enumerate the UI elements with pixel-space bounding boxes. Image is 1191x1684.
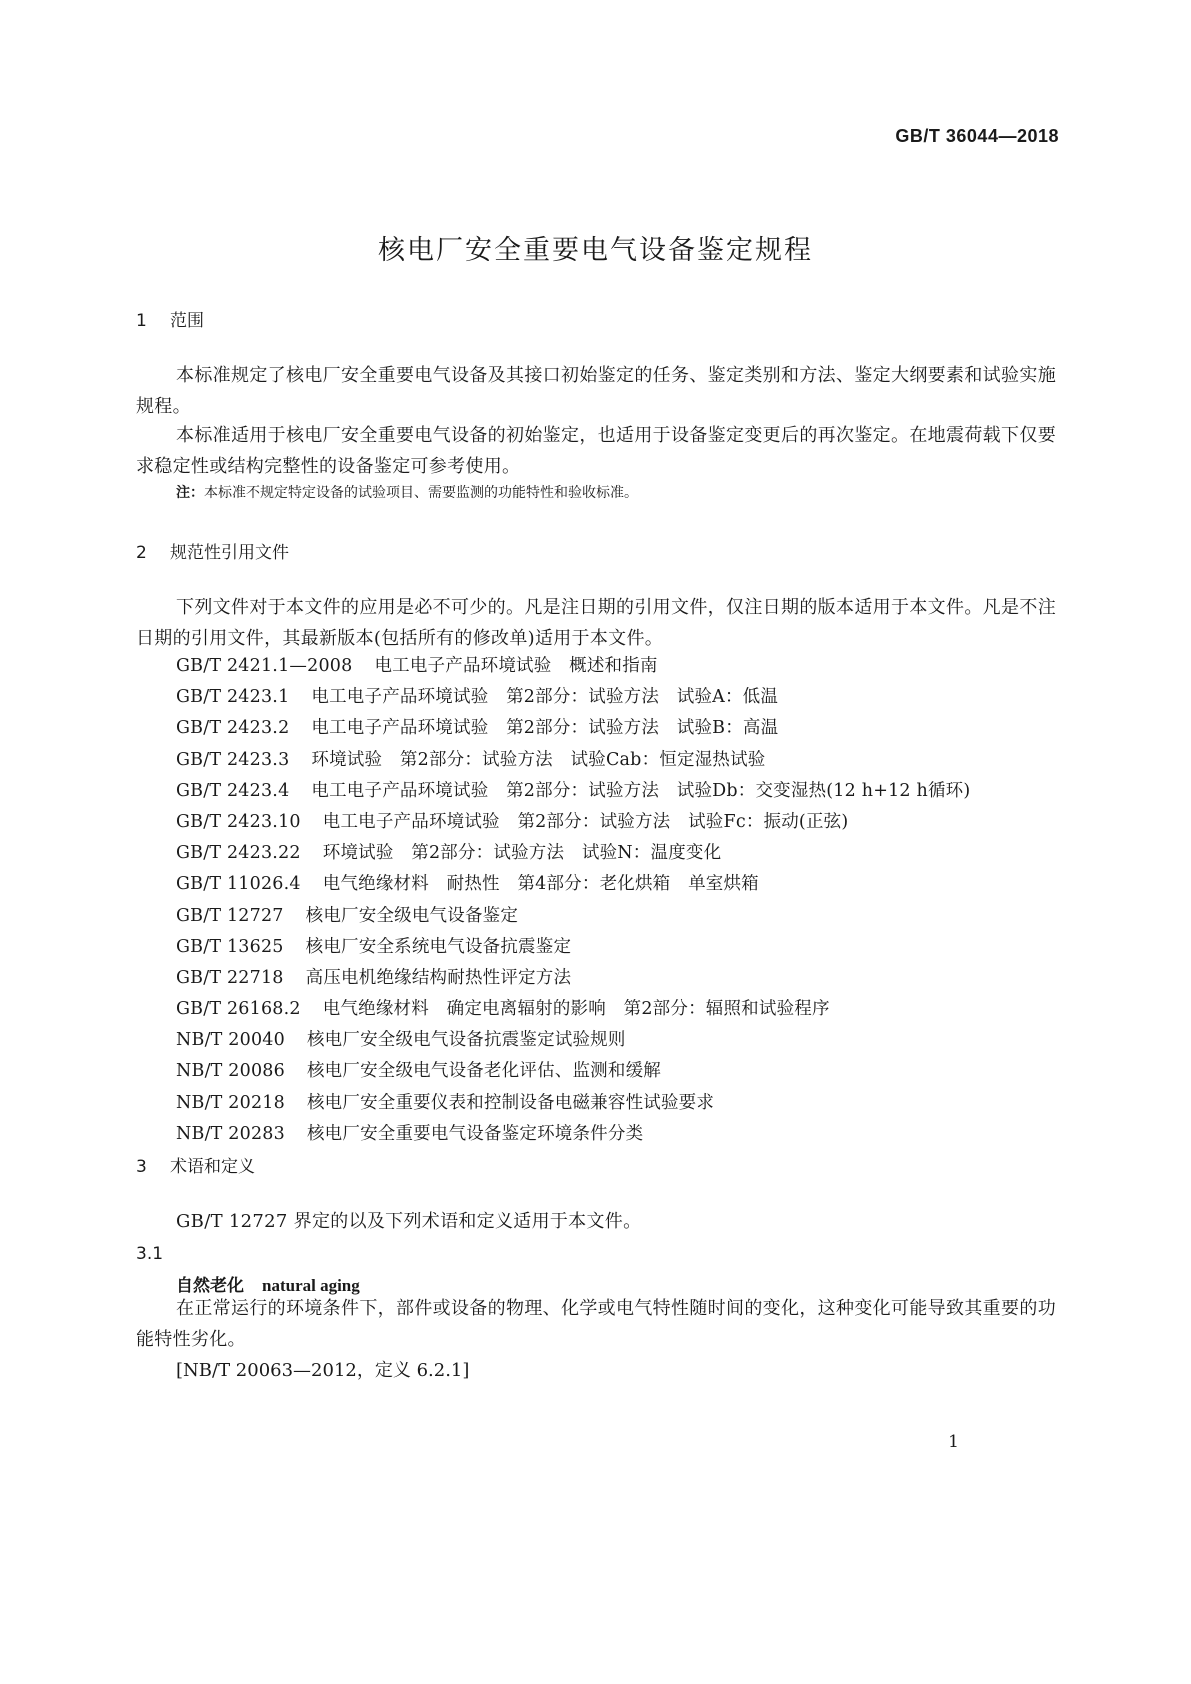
term-number: 3.1 (136, 1244, 164, 1264)
section-title: 术语和定义 (170, 1157, 255, 1177)
reference-title: 环境试验 第2部分：试验方法 试验N：温度变化 (322, 843, 722, 864)
reference-code: GB/T 2423.4 (176, 780, 290, 801)
reference-code: NB/T 20040 (176, 1030, 285, 1051)
section-1-paragraph-2: 本标准适用于核电厂安全重要电气设备的初始鉴定，也适用于设备鉴定变更后的再次鉴定。在地震荷载下仅要求稳定性或结构完整性的设备鉴定可参考使用。 (136, 425, 1056, 477)
reference-item (176, 1025, 1076, 1056)
reference-item (176, 682, 1076, 713)
reference-title: 高压电机绝缘结构耐热性评定方法 (305, 967, 572, 988)
section-1-heading (136, 306, 204, 331)
reference-item (176, 1056, 1076, 1087)
section-number: 2 (136, 543, 147, 563)
term-name-en: natural aging (262, 1276, 360, 1295)
reference-code: NB/T 20283 (176, 1123, 285, 1144)
note-text: 本标准不规定特定设备的试验项目、需要监测的功能特性和验收标准。 (204, 485, 638, 501)
reference-code: GB/T 2423.10 (176, 811, 301, 832)
reference-item (176, 651, 1076, 682)
reference-item (176, 994, 1076, 1025)
reference-title: 核电厂安全系统电气设备抗震鉴定 (305, 936, 572, 957)
reference-code: GB/T 2423.3 (176, 749, 290, 770)
reference-title: 电工电子产品环境试验 第2部分：试验方法 试验A：低温 (311, 687, 779, 708)
section-3-heading (136, 1152, 255, 1177)
reference-code: GB/T 12727 (176, 905, 284, 926)
reference-title: 核电厂安全级电气设备老化评估、监测和缓解 (306, 1061, 661, 1082)
reference-item (176, 776, 1076, 807)
reference-item (176, 932, 1076, 963)
standard-code: GB/T 36044—2018 (895, 126, 1059, 146)
reference-code: GB/T 2423.2 (176, 718, 290, 739)
term-source: [NB/T 20063—2012，定义 6.2.1] (176, 1360, 470, 1381)
term-definition: 在正常运行的环境条件下，部件或设备的物理、化学或电气特性随时间的变化，这种变化可能导致其重要的功能特性劣化。 (136, 1298, 1056, 1350)
reference-title: 电气绝缘材料 耐热性 第4部分：老化烘箱 单室烘箱 (322, 874, 759, 895)
reference-item (176, 713, 1076, 744)
reference-title: 电工电子产品环境试验 第2部分：试验方法 试验Db：交变湿热(12 h+12 h循环) (311, 780, 971, 801)
section-1-note (176, 481, 1056, 505)
page-number: 1 (948, 1432, 959, 1452)
reference-code: NB/T 20086 (176, 1061, 285, 1082)
reference-code: GB/T 22718 (176, 967, 284, 988)
section-2-paragraph-1: 下列文件对于本文件的应用是必不可少的。凡是注日期的引用文件，仅注日期的版本适用于本文件。凡是不注日期的引用文件，其最新版本(包括所有的修改单)适用于本文件。 (136, 597, 1056, 649)
reference-item (176, 1119, 1076, 1150)
reference-title: 电工电子产品环境试验 第2部分：试验方法 试验B：高温 (311, 718, 779, 739)
reference-code: GB/T 11026.4 (176, 874, 301, 895)
reference-code: GB/T 2423.22 (176, 843, 301, 864)
document-title: 核电厂安全重要电气设备鉴定规程 (378, 235, 813, 266)
reference-title: 环境试验 第2部分：试验方法 试验Cab：恒定湿热试验 (311, 749, 766, 770)
reference-title: 电工电子产品环境试验 概述和指南 (374, 656, 658, 676)
reference-code: GB/T 26168.2 (176, 999, 301, 1020)
reference-title: 电工电子产品环境试验 第2部分：试验方法 试验Fc：振动(正弦) (322, 811, 849, 832)
reference-title: 核电厂安全级电气设备鉴定 (305, 905, 519, 926)
reference-item (176, 745, 1076, 776)
reference-title: 核电厂安全重要仪表和控制设备电磁兼容性试验要求 (306, 1092, 715, 1113)
reference-title: 核电厂安全重要电气设备鉴定环境条件分类 (306, 1123, 644, 1144)
section-title: 规范性引用文件 (170, 543, 289, 563)
section-title: 范围 (170, 311, 204, 331)
normative-references-list (176, 651, 1076, 1150)
reference-code: GB/T 2421.1—2008 (176, 656, 353, 676)
section-number: 3 (136, 1157, 147, 1177)
reference-code: GB/T 2423.1 (176, 687, 290, 708)
reference-item (176, 901, 1076, 932)
section-2-heading (136, 538, 289, 563)
reference-item (176, 1088, 1076, 1119)
section-number: 1 (136, 311, 147, 331)
reference-title: 电气绝缘材料 确定电离辐射的影响 第2部分：辐照和试验程序 (322, 999, 830, 1020)
reference-item (176, 838, 1076, 869)
reference-item (176, 869, 1076, 900)
term-name-zh: 自然老化 (176, 1276, 244, 1296)
section-3-paragraph-1: GB/T 12727 界定的以及下列术语和定义适用于本文件。 (176, 1211, 642, 1232)
reference-item (176, 963, 1076, 994)
section-1-paragraph-1: 本标准规定了核电厂安全重要电气设备及其接口初始鉴定的任务、鉴定类别和方法、鉴定大纲要素和试验实施规程。 (136, 365, 1056, 417)
reference-code: GB/T 13625 (176, 936, 284, 957)
note-label: 注： (176, 485, 204, 501)
reference-item (176, 807, 1076, 838)
reference-code: NB/T 20218 (176, 1092, 285, 1113)
reference-title: 核电厂安全级电气设备抗震鉴定试验规则 (306, 1030, 626, 1051)
